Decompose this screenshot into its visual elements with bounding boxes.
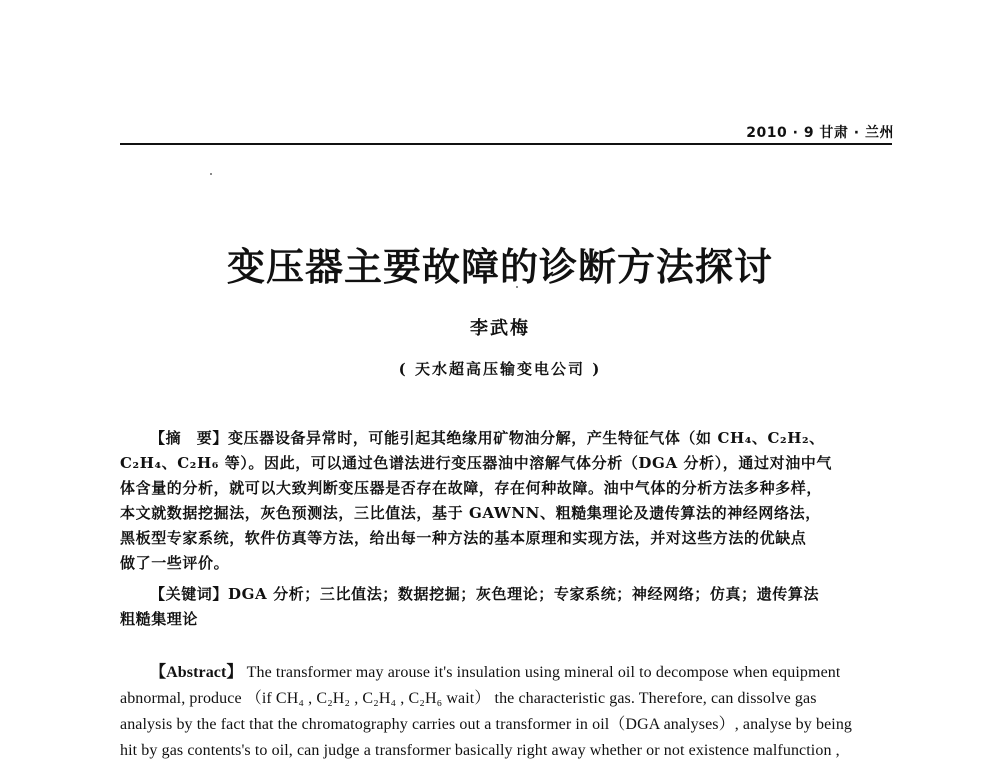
author-affiliation: ( 天水超高压输变电公司 ) <box>398 360 602 378</box>
keywords-zh-text: DGA 分析；三比值法；数据挖掘；灰色理论；专家系统；神经网络；仿真；遗传算法 <box>228 585 820 603</box>
abstract-zh-line-1 <box>150 427 825 449</box>
paper-title: 变压器主要故障的诊断方法探讨 <box>226 244 773 289</box>
keywords-zh-line-1 <box>150 583 819 605</box>
running-head: 2010 · 9 甘肃 · 兰州 <box>746 125 894 141</box>
abstract-en-line-2: abnormal, produce （if CH₄ , C₂H₂ , C₂H₄ , C₂H₆ wait） the characteristic gas. Therefore, can dissolve gas <box>120 690 817 707</box>
header-rule <box>120 143 892 145</box>
abstract-zh-text: 变压器设备异常时，可能引起其绝缘用矿物油分解，产生特征气体（如 CH₄、C₂H₂、 <box>228 429 825 447</box>
abstract-en-text: The transformer may arouse it's insulation using mineral oil to decompose when equipment <box>246 664 841 681</box>
scan-speck <box>210 173 212 175</box>
abstract-zh-line-6: 做了一些评价。 <box>120 554 230 572</box>
abstract-en-line-1 <box>150 662 840 684</box>
keywords-zh-label: 【关键词】 <box>150 585 229 603</box>
abstract-zh-line-2: C₂H₄、C₂H₆ 等）。因此，可以通过色谱法进行变压器油中溶解气体分析（DGA 分析），通过对油中气 <box>120 454 833 472</box>
abstract-en-line-4: hit by gas contents's to oil, can judge a transformer basically right away whether or not existence malfunction , <box>120 742 840 759</box>
author-name: 李武梅 <box>470 318 530 339</box>
keywords-zh-line-2: 粗糙集理论 <box>120 610 199 628</box>
abstract-zh-label: 【摘 要】 <box>150 429 229 447</box>
abstract-zh-line-4: 本文就数据挖掘法，灰色预测法，三比值法，基于 GAWNN、粗糙集理论及遗传算法的神经网络法， <box>120 504 821 522</box>
abstract-zh-line-5: 黑板型专家系统，软件仿真等方法，给出每一种方法的基本原理和实现方法，并对这些方法的优缺点 <box>120 529 807 547</box>
abstract-en-label: 【Abstract】 <box>150 664 243 681</box>
abstract-en-line-3: analysis by the fact that the chromatography carries out a transformer in oil（DGA analyses）, analyse by being <box>120 716 853 733</box>
abstract-zh-line-3: 体含量的分析，就可以大致判断变压器是否存在故障，存在何种故障。油中气体的分析方法多种多样， <box>120 479 823 497</box>
